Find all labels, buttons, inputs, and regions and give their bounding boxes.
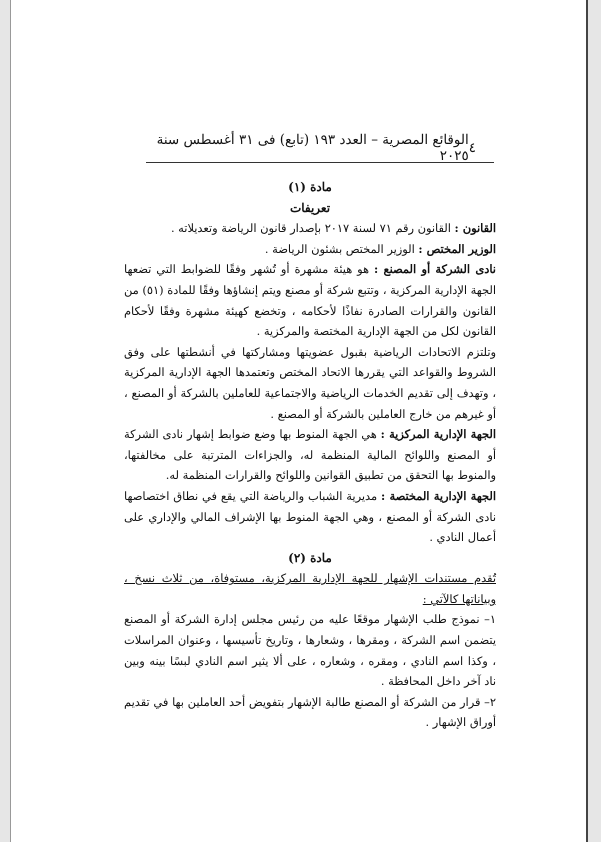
definition-law: القانون : القانون رقم ٧١ لسنة ٢٠١٧ بإصدار قانون الرياضة وتعديلاته .: [170, 221, 496, 236]
gazette-title: الوقائع المصرية – العدد ١٩٣ (تابع) فى ٣١ أغسطس سنة ٢٠٢٥: [156, 132, 469, 164]
definitions-heading: تعريفات: [289, 200, 331, 215]
page-header: [150, 132, 476, 164]
term-minister: الوزير المختص :: [418, 241, 496, 256]
definition-competent-authority: الجهة الإدارية المختصة : مديرية الشباب والرياضة التي يقع في نطاق اختصاصها نادى الشركة أو المصنع ، وهي الجهة المنوط بها الإشراف المالي والإداري على أعمال النادي .: [124, 488, 496, 545]
page-edge: [10, 0, 11, 842]
definition-club: نادى الشركة أو المصنع : هو هيئة مشهرة أو تُشهر وفقًا للضوابط التي تضعها الجهة الإدارية المركزية ، وتتبع شركة أو مصنع ويتم إنشاؤها وفقًا للمادة (٥١) من القانون والقرارات الصادرة نفاذًا لأحكامه ، وتخضع كهيئة مشهرة وفقًا لأحكام القانون لكل من الجهة الإدارية المختصة والمركزية .: [124, 262, 497, 339]
header-rule: [146, 162, 494, 163]
term-central-authority: الجهة الإدارية المركزية :: [380, 427, 496, 442]
article-2-item-2: ٢– قرار من الشركة أو المصنع طالبة الإشهار بتفويض أحد العاملين بها في تقديم أوراق الإشهار .: [124, 694, 496, 730]
term-club: نادى الشركة أو المصنع :: [374, 262, 496, 277]
article-2-item-1: ١– نموذج طلب الإشهار موقعًا عليه من رئيس مجلس إدارة الشركة أو المصنع يتضمن اسم الشركة ، ومقرها ، وشعارها ، وتاريخ تأسيسها ، وعنوان المراسلات ، وكذا اسم النادي ، ومقره ، وشعاره ، على ألا يثير اسم النادي لبسًا بينه وبين ناد آخر داخل المحافظة .: [124, 612, 496, 689]
definition-central-authority: الجهة الإدارية المركزية : هي الجهة المنوط بها وضع ضوابط إشهار نادى الشركة أو المصنع واللوائح المالية المنظمة له، والجزاءات المترتبة على مخالفتها، والمنوط بها التحقق من تطبيق القوانين واللوائح والقرارات المنظمة له.: [124, 427, 496, 483]
term-competent-authority: الجهة الإدارية المختصة :: [381, 488, 496, 503]
federations-paragraph: وتلتزم الاتحادات الرياضية بقبول عضويتها ومشاركتها في أنشطتها على وفق الشروط والقواعد التي يقررها الاتحاد المختص وتعتمدها الجهة الإدارية المركزية ، وتهدف إلى تقديم الخدمات الرياضية والاجتماعية للعاملين بالشركة أو المصنع ، أو غيرهم من خارج العاملين بالشركة أو المصنع .: [124, 344, 496, 421]
article-2-heading: مادة (٢): [288, 550, 332, 565]
document-body: [124, 177, 496, 733]
page-number: ٤: [468, 140, 476, 156]
definition-minister: الوزير المختص : الوزير المختص بشئون الرياضة .: [264, 241, 496, 256]
article-1-heading: مادة (١): [288, 180, 332, 194]
document-page: [10, 0, 588, 842]
term-law: القانون :: [454, 221, 496, 236]
article-2-intro: تُقدم مستندات الإشهار للجهة الإدارية المركزية، مستوفاة، من ثلاث نسخ ، وبياناتها كالآتي :: [124, 571, 496, 606]
